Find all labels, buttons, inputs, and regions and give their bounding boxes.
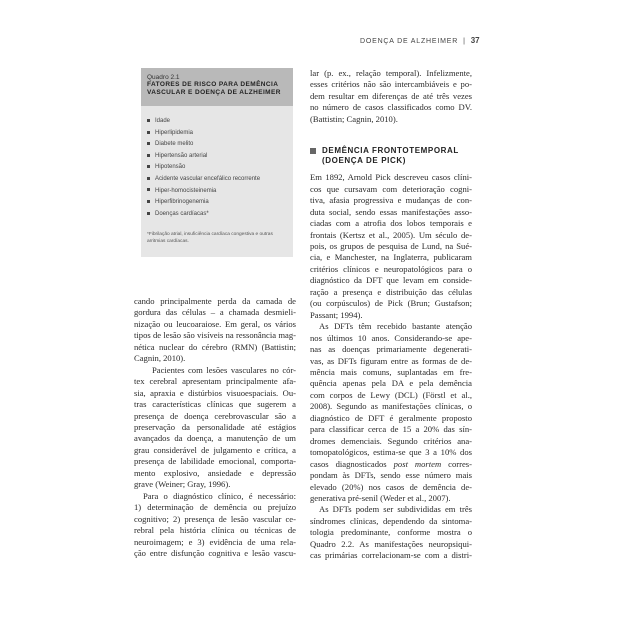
- bullet-icon: [147, 177, 150, 180]
- header-separator: |: [463, 38, 466, 45]
- list-item: Acidente vascular encefálico recorrente: [147, 174, 287, 186]
- list-item: Hiperfibrinogenemia: [147, 197, 287, 209]
- square-bullet-icon: [310, 148, 316, 154]
- bullet-icon: [147, 200, 150, 203]
- bullet-icon: [147, 154, 150, 157]
- list-item: Hiper-homocisteinemia: [147, 186, 287, 198]
- right-column: [310, 68, 472, 562]
- paragraph: lar (p. ex., relação temporal). Infelizmente, esses critérios não são intercambiáveis e po- dem resultar em diferenças de até três vezes no número de casos classificados como DV. (Battistin; Cagnin, 2010).: [310, 68, 472, 124]
- bullet-icon: [147, 142, 150, 145]
- list-item: Hipotensão: [147, 162, 287, 174]
- list-item: Hiperlipidemia: [147, 128, 287, 140]
- running-header: [360, 36, 480, 45]
- list-item: Hipertensão arterial: [147, 151, 287, 163]
- paragraph: Em 1892, Arnold Pick descreveu casos clíni- cos que cursavam com deterioração cogni- tiva, afasia progressiva e mudanças de con- duta social, sendo essas manifestações asso- ciadas com a atrofia dos lobos temporais e frontais (Kertsz et al., 2005). Um século de- pois, os grupos de pesquisa de Lund, na Sué- cia, e Manchester, na Inglaterra, publicaram critérios clínicos e neuropatológicos para o diagnóstico da DFT que levam em conside- ração a presença e distribuição das células (ou corpúsculos) de Pick (Brun; Gustafson; Passant; 1994).: [310, 172, 472, 320]
- paragraph: Pacientes com lesões vasculares no cór- tex cerebral apresentam principalmente afa- sia, apraxia e distúrbios visuoespaciais. Ou- tras características clínicas que sugerem a presença de doença cerebrovascular são a preservação da personalidade até estágios avançados da doença, a manutenção de um grau considerável de julgamento e crítica, a presença de labilidade emocional, comporta- mento explosivo, ansiedade e depressão grave (Weiner; Gray, 1996).: [134, 364, 296, 490]
- bullet-icon: [147, 165, 150, 168]
- paragraph: cando principalmente perda da camada de gordura das células – a chamada desmieli- nização ou leucoaraiose. Em geral, os vários tipos de lesão são visíveis na ressonância mag- nética nuclear do cérebro (RMN) (Battistin; Cagnin, 2010).: [134, 296, 296, 364]
- box-label: Quadro 2.1: [147, 74, 180, 81]
- page-number: 37: [470, 36, 480, 45]
- box-footnote: *Fibrilação atrial, insuficiência cardíaca congestiva e outras arritmias cardíacas.: [147, 232, 273, 244]
- list-item: Diabete melito: [147, 139, 287, 151]
- paragraph: Para o diagnóstico clínico, é necessário: 1) determinação de demência ou prejuízo cognitivo; 2) presença de lesão vascular ce- rebral pela história clínica ou técnicas de neuroimagem; e 3) evidência de uma rela- ção entre disfunção cognitiva e lesão vascu-: [134, 490, 296, 558]
- section-heading: DEMÊNCIA FRONTOTEMPORAL (DOENÇA DE PICK): [310, 146, 472, 166]
- list-item: Doenças cardíacas*: [147, 209, 287, 221]
- bullet-icon: [147, 212, 150, 215]
- bullet-icon: [147, 119, 150, 122]
- list-item: Idade: [147, 116, 287, 128]
- bullet-icon: [147, 188, 150, 191]
- paragraph: As DFTs podem ser subdivididas em três síndromes clínicas, dependendo da sintoma- tologia predominante, conforme mostra o Quadro 2.2. As manifestações neuropsiqui- cas primárias correlacionam-se com a distri-: [310, 504, 472, 561]
- bullet-icon: [147, 131, 150, 134]
- risk-factor-list: [141, 106, 293, 224]
- paragraph: As DFTs têm recebido bastante atenção nos últimos 10 anos. Considerando-se ape- nas as doenças primariamente degenerati- vas, as DFTs figuram entre as formas de de- mência mais comuns, suplantadas em fre- quência apenas pela DA e pela demência com corpos de Lewy (DCL) (Förstl et al., 2008). Segundo as manifestações clínicas, o diagnóstico de DFT é geralmente proposto para classificar cerca de 15 a 20% das sín- dromes demenciais. Segundo critérios ana- tomopatológicos, estima-se que 3 a 10% dos casos diagnosticados post mortem corres- pondam às DFTs, sendo esse número mais elevado (20%) nos casos de demência de- generativa pré-senil (Weder et al., 2007).: [310, 321, 472, 503]
- left-column: [134, 296, 296, 559]
- chapter-title: DOENÇA DE ALZHEIMER: [360, 38, 459, 45]
- risk-factors-box: [141, 68, 293, 257]
- box-title-line: FATORES DE RISCO PARA DEMÊNCIA: [147, 81, 279, 88]
- box-header: [141, 68, 293, 106]
- box-title-line: VASCULAR E DOENÇA DE ALZHEIMER: [147, 89, 281, 96]
